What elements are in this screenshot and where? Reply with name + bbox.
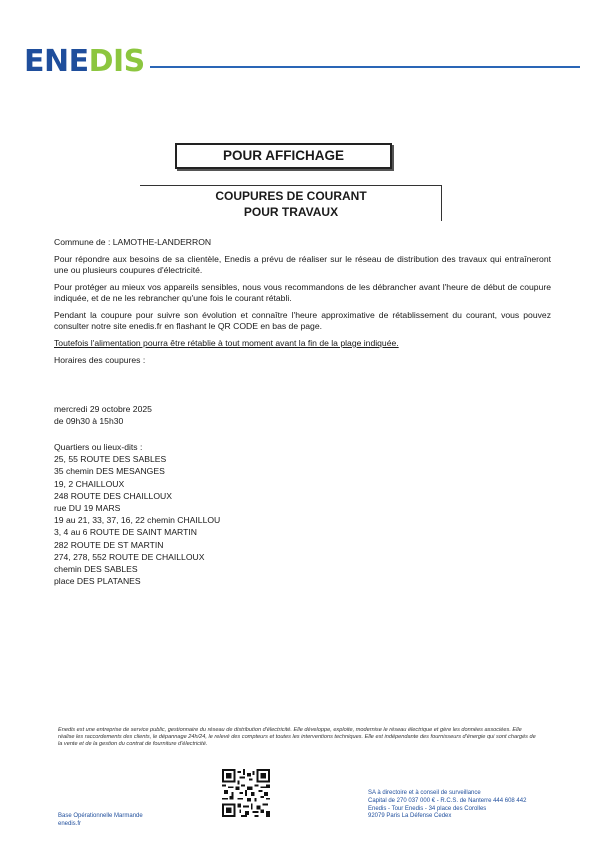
paragraph-protect: Pour protéger au mieux vos appareils sensibles, nous vous recommandons de les débrancher avant l'heure de début de coupure indiquée, et de ne les rebrancher qu'une fois le courant rétabli. bbox=[54, 282, 551, 303]
company-address: Enedis - Tour Enedis - 34 place des Corolles bbox=[368, 805, 487, 812]
enedis-logo: ENEDIS bbox=[24, 44, 145, 79]
schedule-date: mercredi 29 octobre 2025 bbox=[54, 404, 152, 414]
list-item: rue DU 19 MARS bbox=[54, 503, 121, 514]
footer-base-info bbox=[58, 812, 143, 828]
list-item: 19, 2 CHAILLOUX bbox=[54, 478, 125, 489]
coupures-title-line1: COUPURES DE COURANT bbox=[215, 189, 367, 203]
list-item: 248 ROUTE DES CHAILLOUX bbox=[54, 490, 172, 501]
paragraph-restore: Toutefois l'alimentation pourra être rétablie à tout moment avant la fin de la plage indiquée. bbox=[54, 338, 399, 348]
pour-affichage-box: POUR AFFICHAGE bbox=[175, 143, 392, 169]
paragraph-follow: Pendant la coupure pour suivre son évolution et connaître l'heure approximative de rétablissement du courant, vous pouvez consulter notre site enedis.fr en flashant le QR CODE en bas de page. bbox=[54, 310, 551, 331]
title-right-rule bbox=[441, 185, 442, 221]
company-capital: Capital de 270 037 000 € - R.C.S. de Nanterre 444 608 442 bbox=[368, 797, 527, 804]
footer-company-info bbox=[368, 790, 526, 821]
coupures-title-box bbox=[140, 185, 442, 221]
quartiers-block bbox=[54, 441, 220, 587]
list-item: 25, 55 ROUTE DES SABLES bbox=[54, 454, 167, 465]
schedule-block bbox=[54, 404, 152, 427]
base-name: Base Opérationnelle Marmande bbox=[58, 813, 143, 819]
header-rule bbox=[150, 66, 580, 68]
list-item: chemin DES SABLES bbox=[54, 564, 138, 575]
company-type: SA à directoire et à conseil de surveillance bbox=[368, 790, 481, 796]
title-top-rule bbox=[140, 185, 442, 186]
list-item: place DES PLATANES bbox=[54, 576, 141, 587]
coupures-title-line2: POUR TRAVAUX bbox=[243, 205, 339, 219]
paragraph-intro: Pour répondre aux besoins de sa clientèle, Enedis a prévu de réaliser sur le réseau de distribution des travaux qui entraîneront une ou plusieurs coupures d'électricité. bbox=[54, 254, 551, 275]
list-item: 274, 278, 552 ROUTE DE CHAILLOUX bbox=[54, 551, 205, 562]
horaires-heading: Horaires des coupures : bbox=[54, 355, 146, 365]
list-item: 282 ROUTE DE ST MARTIN bbox=[54, 539, 164, 550]
list-item: 19 au 21, 33, 37, 16, 22 chemin CHAILLOU bbox=[54, 515, 221, 526]
list-item: 3, 4 au 6 ROUTE DE SAINT MARTIN bbox=[54, 527, 197, 538]
schedule-time: de 09h30 à 15h30 bbox=[54, 415, 124, 426]
notice-body bbox=[54, 237, 551, 372]
quartiers-heading: Quartiers ou lieux-dits : bbox=[54, 442, 143, 452]
footer-legal-text: Enedis est une entreprise de service public, gestionnaire du réseau de distribution d'électricité. Elle développe, exploite, modernise le réseau électrique et gère les données associées. Elle réalise les raccordements des clients, le dépannage 24h/24, le relevé des compteurs et toutes les interventions techniques. Elle est indépendante des fournisseurs d'énergie qui sont chargés de la vente et de la gestion du contrat de fourniture d'électricité. bbox=[58, 727, 536, 748]
company-city: 92079 Paris La Défense Cedex bbox=[368, 813, 452, 820]
commune-name: Commune de : LAMOTHE-LANDERRON bbox=[54, 237, 212, 247]
website-link[interactable]: enedis.fr bbox=[58, 821, 82, 827]
list-item: 35 chemin DES MESANGES bbox=[54, 466, 165, 477]
qr-code[interactable] bbox=[222, 769, 270, 817]
